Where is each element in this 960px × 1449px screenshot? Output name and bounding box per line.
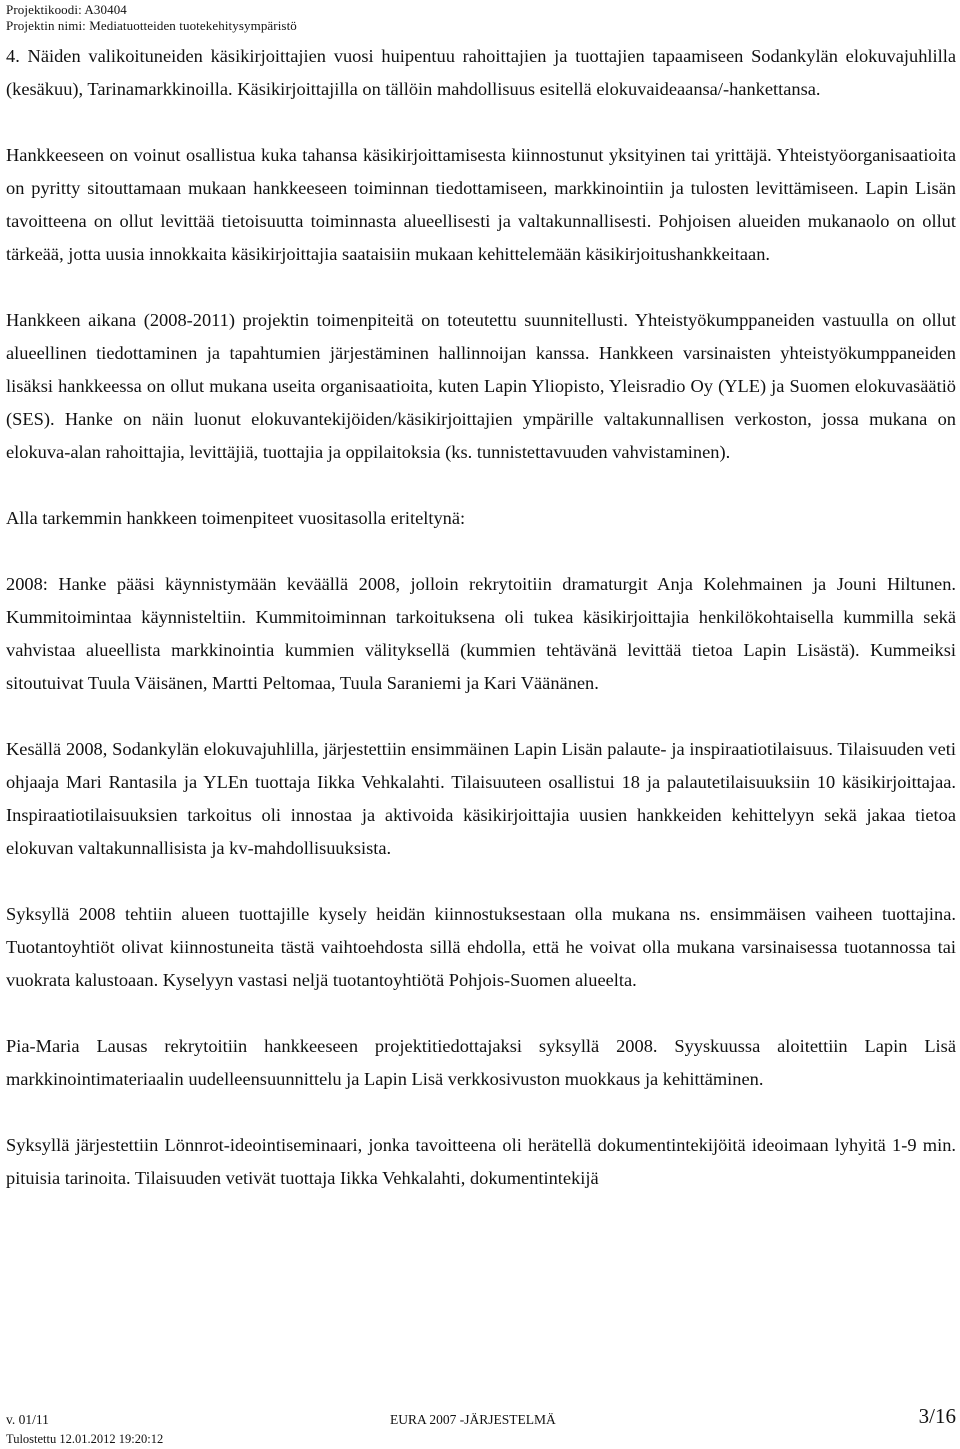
project-name: Projektin nimi: Mediatuotteiden tuotekehitysympäristö xyxy=(6,18,297,33)
paragraph-4: Alla tarkemmin hankkeen toimenpiteet vuositasolla eriteltynä: xyxy=(6,508,466,528)
paragraph-5: 2008: Hanke pääsi käynnistymään keväällä 2008, jolloin rekrytoitiin dramaturgit Anja Kolehmainen ja Jouni Hiltunen. Kummitoimintaa käynnisteltiin. Kummitoiminnan tarkoituksena oli tukea käsikirjoittajia henkilökohtaisella kummilla sekä vahvistaa alueellista markkinointia kummien välityksellä (kummien tehtävänä levittää tietoa Lapin Lisästä). Kummeiksi sitoutuivat Tuula Väisänen, Martti Peltomaa, Tuula Saraniemi ja Kari Väänänen. xyxy=(6,574,956,693)
paragraph-8: Pia-Maria Lausas rekrytoitiin hankkeeseen projektitiedottajaksi syksyllä 2008. Syyskuussa aloitettiin Lapin Lisä markkinointimateriaalin uudelleensuunnittelu ja Lapin Lisä verkkosivuston muokkaus ja kehittäminen. xyxy=(6,1036,956,1089)
paragraph-2: Hankkeeseen on voinut osallistua kuka tahansa käsikirjoittamisesta kiinnostunut yksityinen tai yrittäjä. Yhteistyöorganisaatioita on pyritty sitouttamaan mukaan hankkeeseen toiminnan tiedottamiseen, markkinointiin ja tulosten levittämiseen. Lapin Lisän tavoitteena on ollut levittää tietoisuutta toiminnasta alueellisesti ja valtakunnallisesti. Pohjoisen alueiden mukanaolo on ollut tärkeää, jotta uusia innokkaita käsikirjoittajia saataisiin mukaan kehittelemään käsikirjoitushankkeitaan. xyxy=(6,145,956,264)
paragraph-9: Syksyllä järjestettiin Lönnrot-ideointiseminaari, jonka tavoitteena oli herätellä dokumentintekijöitä ideoimaan lyhyitä 1-9 min. pituisia tarinoita. Tilaisuuden vetivät tuottaja Iikka Vehkalahti, dokumentintekijä xyxy=(6,1135,956,1188)
document-footer xyxy=(6,1404,956,1448)
project-code: Projektikoodi: A30404 xyxy=(6,2,127,17)
paragraph-3: Hankkeen aikana (2008-2011) projektin toimenpiteitä on toteutettu suunnitellusti. Yhteistyökumppaneiden vastuulla on ollut alueellinen tiedottaminen ja tapahtumien järjestäminen hallinnoijan kanssa. Hankkeen varsinaisten yhteistyökumppaneiden lisäksi hankkeessa on ollut mukana useita organisaatioita, kuten Lapin Yliopisto, Yleisradio Oy (YLE) ja Suomen elokuvasäätiö (SES). Hanke on näin luonut elokuvantekijöiden/käsikirjoittajien ympärille valtakunnallisen verkoston, jossa mukana on elokuva-alan rahoittajia, levittäjiä, tuottajia ja oppilaitoksia (ks. tunnistettavuuden vahvistaminen). xyxy=(6,310,956,462)
paragraph-6: Kesällä 2008, Sodankylän elokuvajuhlilla, järjestettiin ensimmäinen Lapin Lisän palaute- ja inspiraatiotilaisuus. Tilaisuuden veti ohjaaja Mari Rantasila ja YLEn tuottaja Iikka Vehkalahti. Tilaisuuteen osallistui 18 ja palautetilaisuuksiin 10 käsikirjoittajaa. Inspiraatiotilaisuuksien tarkoitus oli innostaa ja aktivoida käsikirjoittajia uusien hankkeiden kehittelyyn sekä jakaa tietoa elokuvan valtakunnallisista ja kv-mahdollisuuksista. xyxy=(6,739,956,858)
print-timestamp: Tulostettu 12.01.2012 19:20:12 xyxy=(6,1432,164,1446)
paragraph-1: 4. Näiden valikoituneiden käsikirjoittajien vuosi huipentuu rahoittajien ja tuottajien tapaamiseen Sodankylän elokuvajuhlilla (kesäkuu), Tarinamarkkinoilla. Käsikirjoittajilla on tällöin mahdollisuus esitellä elokuvaideaansa/-hankettansa. xyxy=(6,46,956,99)
footer-version: v. 01/11 xyxy=(6,1412,49,1427)
paragraph-7: Syksyllä 2008 tehtiin alueen tuottajille kysely heidän kiinnostuksestaan olla mukana ns. ensimmäisen vaiheen tuottajina. Tuotantoyhtiöt olivat kiinnostuneita tästä vaihtoehdosta sillä ehdolla, että he voivat olla mukana varsinaisessa tuotannossa tai vuokrata kalustoaan. Kyselyyn vastasi neljä tuotantoyhtiötä Pohjois-Suomen alueelta. xyxy=(6,904,956,990)
page-number: 3/16 xyxy=(918,1404,956,1428)
document-header xyxy=(6,2,297,34)
footer-system-name: EURA 2007 -JÄRJESTELMÄ xyxy=(390,1412,556,1427)
document-body xyxy=(6,40,956,1228)
